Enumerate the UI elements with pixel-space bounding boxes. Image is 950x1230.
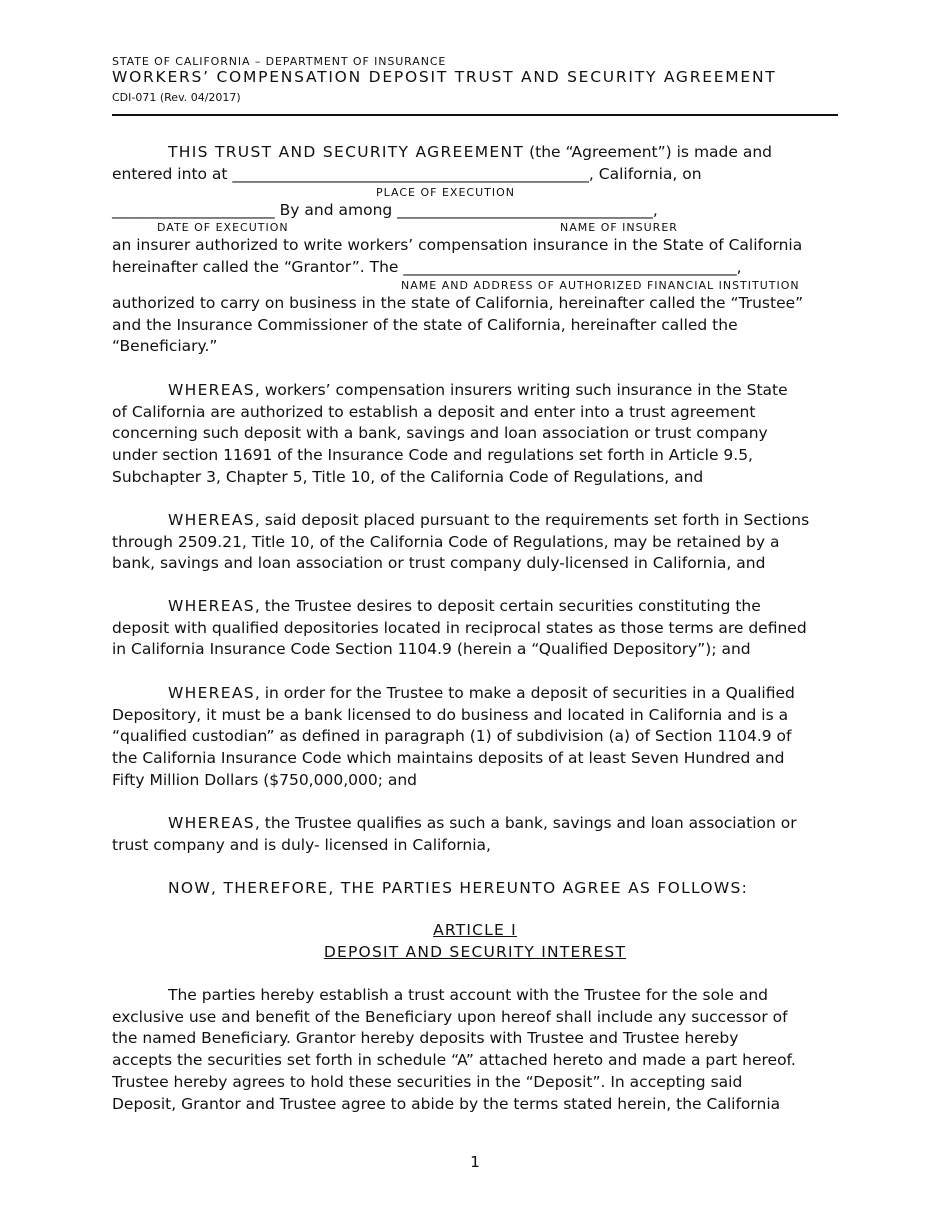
page-number: 1 bbox=[470, 1153, 480, 1171]
intro-line-4: an insurer authorized to write workers’ compensation insurance in the State of California bbox=[112, 236, 803, 254]
whereas-keyword: WHEREAS bbox=[168, 511, 255, 529]
whereas-paragraph-2: WHEREAS, said deposit placed pursuant to the requirements set forth in Sections through 2509.21, Title 10, of the California Code of Regulations, may be retained by a bank, savings and loan association or trust company duly-licensed in California, and bbox=[112, 511, 810, 573]
whereas-paragraph-1: WHEREAS, workers’ compensation insurers writing such insurance in the State of California are authorized to establish a deposit and enter into a trust agreement concerning such deposit with a bank, savings and loan association or trust company under section 11691 of the Insurance Code and regulations set forth in Article 9.5, Subchapter 3, Chapter 5, Title 10, of the California Code of Regulations, and bbox=[112, 381, 788, 486]
intro-paragraph-lower bbox=[112, 235, 838, 278]
caption-date-of-execution: DATE OF EXECUTION bbox=[157, 221, 289, 234]
intro-line-6: authorized to carry on business in the state of California, hereinafter called the “Trustee” bbox=[112, 294, 804, 312]
intro-line-7: and the Insurance Commissioner of the state of California, hereinafter called the bbox=[112, 315, 738, 334]
whereas-keyword: WHEREAS bbox=[168, 381, 255, 399]
whereas-paragraph-5: WHEREAS, the Trustee qualifies as such a bank, savings and loan association or trust company and is duly- licensed in California, bbox=[112, 814, 797, 854]
caption-name-of-insurer: NAME OF INSURER bbox=[560, 221, 678, 234]
header-divider bbox=[112, 114, 838, 116]
article-title: DEPOSIT AND SECURITY INTEREST bbox=[323, 942, 627, 961]
now-therefore-statement: NOW, THEREFORE, THE PARTIES HEREUNTO AGREE AS FOLLOWS: bbox=[168, 879, 749, 897]
form-number: CDI-071 (Rev. 04/2017) bbox=[112, 91, 241, 104]
whereas-paragraph-4: WHEREAS, in order for the Trustee to make a deposit of securities in a Qualified Depository, it must be a bank licensed to do business and located in California and is a “qualified custodian” as defined in paragraph (1) of subdivision (a) of Section 1104.9 of the California Insurance Code which maintains deposits of at least Seven Hundred and Fifty Million Dollars ($750,000,000; and bbox=[112, 684, 795, 789]
intro-line-1: THIS TRUST AND SECURITY AGREEMENT (the “Agreement”) is made and bbox=[168, 143, 772, 161]
whereas-keyword: WHEREAS bbox=[168, 684, 255, 702]
intro-line-3: _____________________ By and among _________________________________, bbox=[112, 201, 658, 219]
intro-paragraph-end bbox=[112, 293, 838, 358]
document-title: WORKERS’ COMPENSATION DEPOSIT TRUST AND SECURITY AGREEMENT bbox=[112, 68, 777, 86]
intro-line-2: entered into at ______________________________________________, California, on bbox=[112, 164, 702, 183]
whereas-keyword: WHEREAS bbox=[168, 814, 255, 832]
intro-paragraph-mid bbox=[112, 200, 838, 222]
whereas-keyword: WHEREAS bbox=[168, 597, 255, 615]
article-number: ARTICLE I bbox=[433, 921, 517, 939]
intro-paragraph-top bbox=[112, 142, 838, 185]
intro-line-5: hereinafter called the “Grantor”. The ___________________________________________, bbox=[112, 257, 742, 276]
agency-line: STATE OF CALIFORNIA – DEPARTMENT OF INSURANCE bbox=[112, 55, 447, 68]
caption-place-of-execution: PLACE OF EXECUTION bbox=[376, 186, 515, 199]
article-body-paragraph: The parties hereby establish a trust account with the Trustee for the sole and exclusive use and benefit of the Beneficiary upon hereof shall include any successor of the named Beneficiary. Grantor hereby deposits with Trustee and Trustee hereby accepts the securities set forth in schedule “A” attached hereto and made a part hereof. Trustee hereby agrees to hold these securities in the “Deposit”. In accepting said Deposit, Grantor and Trustee agree to abide by the terms stated herein, the California bbox=[112, 986, 796, 1113]
intro-line-8: “Beneficiary.” bbox=[112, 337, 218, 356]
caption-financial-institution: NAME AND ADDRESS OF AUTHORIZED FINANCIAL INSTITUTION bbox=[401, 279, 800, 292]
whereas-paragraph-3: WHEREAS, the Trustee desires to deposit certain securities constituting the deposit with qualified depositories located in reciprocal states as those terms are defined in California Insurance Code Section 1104.9 (herein a “Qualified Depository”); and bbox=[112, 597, 807, 659]
article-heading bbox=[112, 920, 838, 963]
